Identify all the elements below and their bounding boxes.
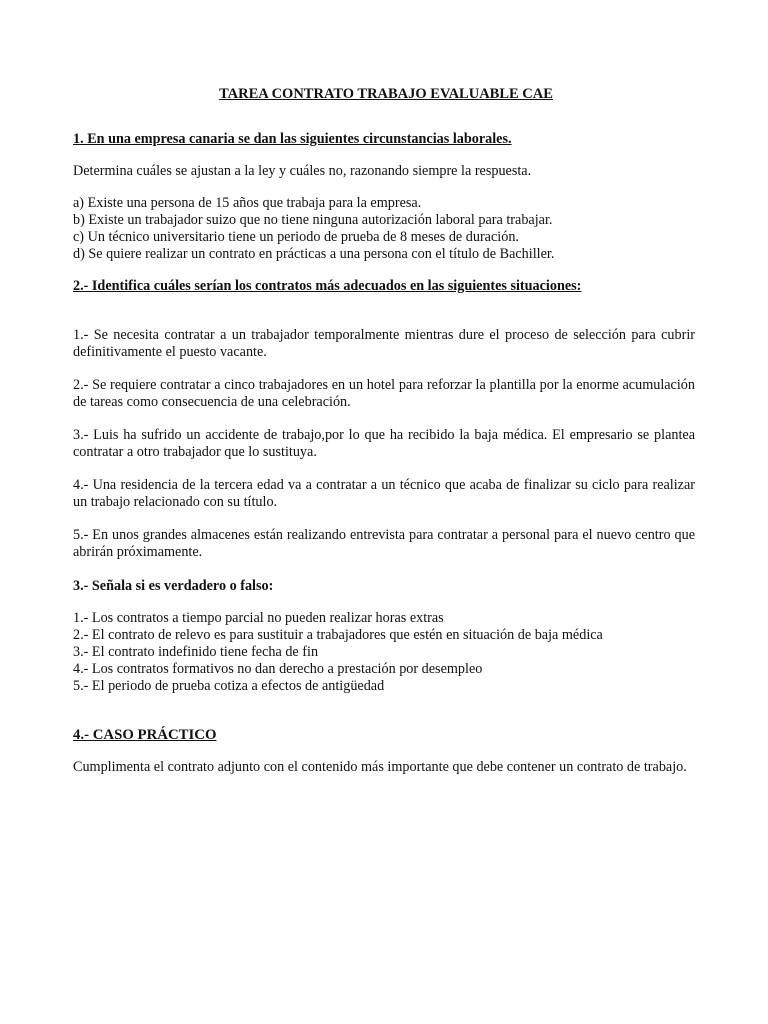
section4-heading: 4.- CASO PRÁCTICO xyxy=(73,727,217,743)
list-item: 3.- El contrato indefinido tiene fecha de fin xyxy=(73,644,319,660)
section1-heading: 1. En una empresa canaria se dan las siguientes circunstancias laborales. xyxy=(73,131,512,147)
section1-intro: Determina cuáles se ajustan a la ley y cuáles no, razonando siempre la respuesta. xyxy=(73,163,532,179)
list-item: 4.- Una residencia de la tercera edad va a contratar a un técnico que acaba de finalizar su ciclo para realizar un trabajo relacionado con su título. xyxy=(73,477,695,510)
list-item: 1.- Los contratos a tiempo parcial no pueden realizar horas extras xyxy=(73,610,444,626)
list-item: d) Se quiere realizar un contrato en prácticas a una persona con el título de Bachiller. xyxy=(73,246,555,262)
list-item: 1.- Se necesita contratar a un trabajador temporalmente mientras dure el proceso de selección para cubrir definitivamente el puesto vacante. xyxy=(73,327,695,360)
list-item: 3.- Luis ha sufrido un accidente de trabajo,por lo que ha recibido la baja médica. El empresario se plantea contratar a otro trabajador que lo sustituya. xyxy=(73,427,695,460)
section2-heading: 2.- Identifica cuáles serían los contratos más adecuados en las siguientes situaciones: xyxy=(73,278,582,294)
list-item: 5.- En unos grandes almacenes están realizando entrevista para contratar a personal para el nuevo centro que abrirán próximamente. xyxy=(73,527,695,560)
section1-list xyxy=(73,195,695,263)
section4-text: Cumplimenta el contrato adjunto con el contenido más importante que debe contener un contrato de trabajo. xyxy=(73,759,687,775)
list-item: 2.- Se requiere contratar a cinco trabajadores en un hotel para reforzar la plantilla por la enorme acumulación de tareas como consecuencia de una celebración. xyxy=(73,377,695,410)
section3-heading: 3.- Señala si es verdadero o falso: xyxy=(73,578,274,594)
list-item: b) Existe un trabajador suizo que no tiene ninguna autorización laboral para trabajar. xyxy=(73,212,553,228)
section3-list xyxy=(73,610,695,695)
list-item: a) Existe una persona de 15 años que trabaja para la empresa. xyxy=(73,195,422,211)
section2-list xyxy=(73,327,695,561)
list-item: c) Un técnico universitario tiene un periodo de prueba de 8 meses de duración. xyxy=(73,229,519,245)
list-item: 5.- El periodo de prueba cotiza a efectos de antigüedad xyxy=(73,678,385,694)
document-title: TAREA CONTRATO TRABAJO EVALUABLE CAE xyxy=(219,86,553,102)
list-item: 2.- El contrato de relevo es para sustituir a trabajadores que estén en situación de baja médica xyxy=(73,627,603,643)
list-item: 4.- Los contratos formativos no dan derecho a prestación por desempleo xyxy=(73,661,483,677)
document-page xyxy=(73,86,695,776)
